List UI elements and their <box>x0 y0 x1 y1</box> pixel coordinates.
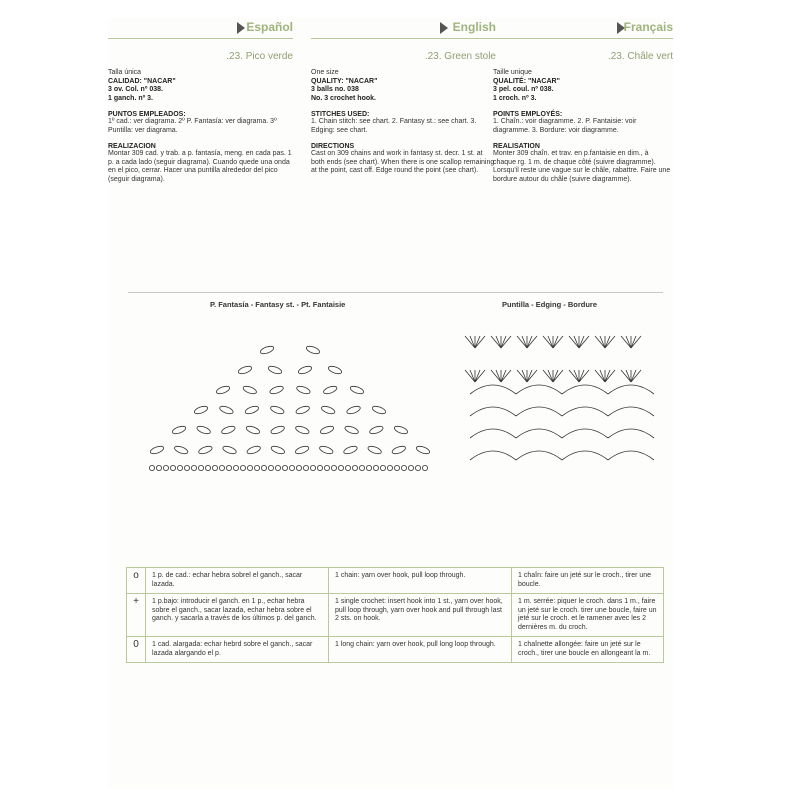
long-chain-symbol <box>149 445 164 455</box>
long-chain-symbol <box>222 445 237 455</box>
scallop-arc <box>608 429 654 438</box>
shell-stitch <box>475 336 480 348</box>
crochet-diagrams <box>140 310 660 490</box>
legend-french: 1 chaînette allongée: faire un jeté sur le croch., tirer une boucle en allongeant la m. <box>512 637 664 663</box>
long-chain-symbol <box>219 405 234 415</box>
chain-symbol <box>373 465 378 470</box>
shell-stitch <box>527 336 537 348</box>
shell-stitch <box>569 370 579 382</box>
long-chain-symbol <box>244 405 259 415</box>
scallop-arc <box>470 451 516 460</box>
materials: One size QUALITY: "NACAR" 3 balls no. 038 No. 3 crochet hook. <box>311 69 378 102</box>
shell-stitch <box>543 370 553 382</box>
chain-symbol <box>310 465 315 470</box>
chain-symbol <box>156 465 161 470</box>
edging-chart <box>465 336 654 460</box>
shell-stitch <box>569 336 579 348</box>
legend-spanish: 1 cad. alargada: echar hebrd sobre el ganch., sacar lazada alargando el p. <box>146 637 329 663</box>
shell-stitch <box>621 336 631 348</box>
legend-english: 1 chain: yarn over hook, pull loop through. <box>329 568 512 594</box>
long-chain-symbol <box>295 405 310 415</box>
chain-symbol <box>296 465 301 470</box>
column-english <box>311 18 496 176</box>
long-chain-symbol <box>198 445 213 455</box>
shell-stitch <box>553 370 563 382</box>
shell-stitch <box>501 370 511 382</box>
pattern-title: .23. Châle vert <box>607 51 673 62</box>
shell-stitch <box>553 336 558 348</box>
chain-symbol <box>345 465 350 470</box>
language-label: English <box>452 20 496 34</box>
shell-stitch <box>527 336 532 348</box>
chain-symbol <box>198 465 203 470</box>
long-chain-symbol <box>270 425 285 435</box>
scallop-arc <box>470 385 516 394</box>
chain-symbol <box>380 465 385 470</box>
shell-stitch <box>517 336 527 348</box>
shell-stitch <box>501 336 511 348</box>
long-chain-symbol <box>344 425 359 435</box>
long-chain-symbol <box>246 445 261 455</box>
shell-stitch <box>553 370 558 382</box>
long-chain-symbol <box>171 425 186 435</box>
shell-stitch <box>631 370 641 382</box>
shell-stitch <box>496 370 501 382</box>
legend-french: 1 m. serrée: piquer le croch. dans 1 m., faire un jeté sur le croch. tirer une boucle, faire un jeté sur le croch. et le ramener avec les 2 dernières m. du croch. <box>512 594 664 637</box>
scallop-arc <box>562 407 608 416</box>
shell-stitch <box>579 370 584 382</box>
stitches-heading: PUNTOS EMPLEADOS: <box>108 111 186 118</box>
chain-symbol <box>394 465 399 470</box>
directions-text: Montar 309 cad. y trab. a p. fantasía, meng. en cada pas. 1 p. a cada lado (seguir diagrama). Cuando quede una onda en el pico, cerrar. Hacer una puntilla alrededor del pico (seguir diagrama). <box>108 150 292 183</box>
stitches-text: 1. Chain stitch: see chart. 2. Fantasy st.: see chart. 3. Edging: see chart. <box>311 118 477 134</box>
chain-symbol <box>366 465 371 470</box>
chain-symbol <box>415 465 420 470</box>
chain-symbol <box>324 465 329 470</box>
materials: Talla única CALIDAD: "NACAR" 3 ov. Col. nº 038. 1 ganch. nº 3. <box>108 69 176 102</box>
long-chain-symbol <box>296 385 311 395</box>
scallop-arc <box>562 385 608 394</box>
scallop-arc <box>608 407 654 416</box>
shell-stitch <box>491 370 501 382</box>
shell-stitch <box>501 370 506 382</box>
shell-stitch <box>621 370 631 382</box>
shell-stitch <box>553 336 563 348</box>
shell-stitch <box>470 370 475 382</box>
shell-stitch <box>491 336 501 348</box>
shell-stitch <box>517 370 527 382</box>
long-chain-symbol <box>415 445 430 455</box>
chain-symbol <box>317 465 322 470</box>
long-chain-symbol <box>295 425 310 435</box>
shell-stitch <box>470 336 475 348</box>
chain-symbol <box>268 465 273 470</box>
column-french <box>493 18 673 184</box>
language-label: Français <box>623 20 673 34</box>
chain-symbol <box>149 465 154 470</box>
long-chain-symbol <box>391 445 406 455</box>
scallop-arc <box>562 429 608 438</box>
scallop-arc <box>516 451 562 460</box>
shell-stitch <box>574 336 579 348</box>
chain-symbol-icon: o <box>127 568 146 594</box>
long-chain-symbol <box>269 385 284 395</box>
shell-stitch <box>496 336 501 348</box>
scallop-arc <box>608 385 654 394</box>
directions-heading: DIRECTIONS <box>311 143 355 150</box>
chain-symbol <box>163 465 168 470</box>
long-chain-symbol <box>319 445 334 455</box>
chain-symbol <box>219 465 224 470</box>
shell-stitch <box>579 370 589 382</box>
scallop-arc <box>516 407 562 416</box>
legend-spanish: 1 p.bajo: introducir el ganch. en 1 p., echar hebra sobre el ganch., sacar lazada, echar hebra sobre el ganch. y sacarla a través de los últimos p. del ganch. <box>146 594 329 637</box>
stitches-heading: STITCHES USED: <box>311 111 370 118</box>
stitches-text: 1. Chaîn.: voir diagramme. 2. P. Fantaisie: voir diagramme. 3. Bordure: voir diagramme. <box>493 118 637 134</box>
chain-symbol <box>359 465 364 470</box>
legend-english: 1 long chain: yarn over hook, pull long loop through. <box>329 637 512 663</box>
legend-row <box>127 594 664 637</box>
shell-stitch <box>605 336 615 348</box>
chain-symbol <box>401 465 406 470</box>
language-label: Español <box>246 20 293 34</box>
shell-stitch <box>626 336 631 348</box>
long-chain-symbol <box>259 345 274 355</box>
long-chain-symbol <box>349 385 364 395</box>
long-chain-symbol <box>267 365 282 375</box>
stitch-legend <box>126 567 664 663</box>
chain-symbol <box>338 465 343 470</box>
legend-row <box>127 568 664 594</box>
divider <box>128 292 663 293</box>
long-chain-symbol <box>327 365 342 375</box>
materials: Taille unique QUALITÉ: "NACAR" 3 pel. coul. nº 038. 1 croch. nº 3. <box>493 69 560 102</box>
chain-symbol <box>282 465 287 470</box>
chain-symbol <box>184 465 189 470</box>
chain-symbol <box>205 465 210 470</box>
long-chain-symbol <box>294 445 309 455</box>
shell-stitch <box>595 336 605 348</box>
long-chain-symbol <box>270 445 285 455</box>
long-chain-symbol <box>369 425 384 435</box>
chain-symbol <box>289 465 294 470</box>
chain-symbol <box>352 465 357 470</box>
long-chain-symbol <box>196 425 211 435</box>
long-chain-symbol <box>193 405 208 415</box>
chain-symbol <box>247 465 252 470</box>
shell-stitch <box>527 370 532 382</box>
shell-stitch <box>475 336 485 348</box>
arrow-icon <box>237 22 245 34</box>
directions-heading: REALIZACION <box>108 143 156 150</box>
pattern-title: .23. Pico verde <box>226 51 293 62</box>
long-chain-symbol <box>215 385 230 395</box>
shell-stitch <box>605 370 610 382</box>
shell-stitch <box>548 370 553 382</box>
shell-stitch <box>600 336 605 348</box>
chain-symbol <box>233 465 238 470</box>
shell-stitch <box>527 370 537 382</box>
shell-stitch <box>574 370 579 382</box>
long-chain-symbol <box>346 405 361 415</box>
chain-symbol <box>422 465 427 470</box>
shell-stitch <box>605 336 610 348</box>
shell-stitch <box>626 370 631 382</box>
arrow-icon <box>440 22 448 34</box>
chain-symbol <box>275 465 280 470</box>
shell-stitch <box>605 370 615 382</box>
long-chain-symbol <box>245 425 260 435</box>
fantasy-stitch-chart <box>149 345 430 471</box>
scallop-arc <box>470 407 516 416</box>
single-crochet-symbol-icon: + <box>127 594 146 637</box>
shell-stitch <box>522 336 527 348</box>
legend-spanish: 1 p. de cad.: echar hebra sobrel el ganch., sacar lazada. <box>146 568 329 594</box>
directions-heading: REALISATION <box>493 143 540 150</box>
legend-english: 1 single crochet: insert hook into 1 st., yarn over hook, pull loop through, yarn over hook and pull through last 2 sts. on hook. <box>329 594 512 637</box>
chain-symbol <box>191 465 196 470</box>
chain-symbol <box>212 465 217 470</box>
long-chain-symbol <box>371 405 386 415</box>
stitches-heading: POINTS EMPLOYÉS: <box>493 111 563 118</box>
shell-stitch <box>475 370 485 382</box>
long-chain-symbol <box>237 365 252 375</box>
shell-stitch <box>501 336 506 348</box>
shell-stitch <box>595 370 605 382</box>
directions-text: Cast on 309 chains and work in fantasy st. decr. 1 st. at both ends (see chart). When there is one scallop remaining at the point, cast off. Edge round the point (see chart). <box>311 150 495 174</box>
legend-row <box>127 637 664 663</box>
chain-symbol <box>408 465 413 470</box>
scallop-arc <box>516 429 562 438</box>
shell-stitch <box>522 370 527 382</box>
long-chain-symbol <box>242 385 257 395</box>
shell-stitch <box>631 336 641 348</box>
chain-symbol <box>240 465 245 470</box>
shell-stitch <box>475 370 480 382</box>
chain-symbol <box>331 465 336 470</box>
shell-stitch <box>465 336 475 348</box>
long-chain-symbol <box>319 425 334 435</box>
long-chain-symbol <box>323 385 338 395</box>
pattern-title: .23. Green stole <box>424 51 496 62</box>
chain-symbol <box>303 465 308 470</box>
edging-chart-title: Puntilla - Edging - Bordure <box>502 300 597 309</box>
long-chain-symbol <box>297 365 312 375</box>
shell-stitch <box>631 336 636 348</box>
chain-symbol <box>254 465 259 470</box>
chain-symbol <box>170 465 175 470</box>
long-chain-symbol <box>305 345 320 355</box>
long-chain-symbol <box>393 425 408 435</box>
long-chain-symbol <box>174 445 189 455</box>
chain-symbol <box>261 465 266 470</box>
shell-stitch <box>548 336 553 348</box>
stitches-text: 1º cad.: ver diagrama. 2º P. Fantasía: ver diagrama. 3º Puntilla: ver diagrama. <box>108 118 277 134</box>
scallop-arc <box>608 451 654 460</box>
shell-stitch <box>579 336 584 348</box>
scallop-arc <box>562 451 608 460</box>
long-chain-symbol <box>221 425 236 435</box>
shell-stitch <box>579 336 589 348</box>
scallop-arc <box>470 429 516 438</box>
fantasy-chart-title: P. Fantasía - Fantasy st. - Pt. Fantaisie <box>210 300 346 309</box>
long-chain-symbol <box>270 405 285 415</box>
long-chain-symbol <box>321 405 336 415</box>
long-chain-symbol <box>343 445 358 455</box>
long-chain-symbol-icon: 0 <box>127 637 146 663</box>
chain-symbol <box>177 465 182 470</box>
shell-stitch <box>600 370 605 382</box>
shell-stitch <box>465 370 475 382</box>
long-chain-symbol <box>367 445 382 455</box>
chain-symbol <box>387 465 392 470</box>
shell-stitch <box>543 336 553 348</box>
scallop-arc <box>516 385 562 394</box>
column-spanish <box>108 18 293 184</box>
legend-french: 1 chaîn: faire un jeté sur le croch., tirer une boucle. <box>512 568 664 594</box>
directions-text: Monter 309 chaîn. et trav. en p.fantaisie en dim., à chaque rg. 1 m. de chaque côté (suivre diagramme). Lorsqu'il reste une vague sur le châle, rabattre. Faire une bordure autour du châle (suivre diagramme). <box>493 150 671 183</box>
shell-stitch <box>631 370 636 382</box>
chain-symbol <box>226 465 231 470</box>
